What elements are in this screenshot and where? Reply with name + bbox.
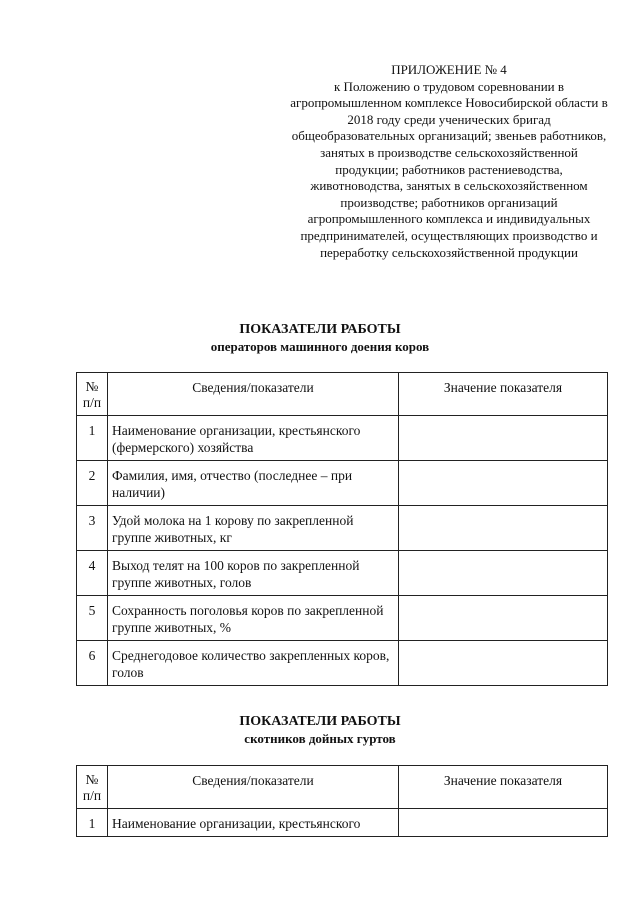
row-text: Фамилия, имя, отчество (последнее – при наличии) [108, 461, 399, 506]
section1-title: ПОКАЗАТЕЛИ РАБОТЫ [239, 322, 401, 337]
section2-title: ПОКАЗАТЕЛИ РАБОТЫ [239, 714, 401, 729]
appendix-text: к Положению о трудовом соревновании в агропромышленном комплексе Новосибирской области в 2018 году среди ученических бригад общеобразовательных организаций; звеньев работников, занятых в производстве сельскохозяйственной продукции; работников растениеводства, животноводства, занятых в сельскохозяйственном производстве; работников организаций агропромышленного комплекса и индивидуальных предпринимателей, осуществляющих производство и переработку сельскохозяйственной продукции [290, 78, 608, 260]
row-value-cell[interactable] [399, 416, 608, 461]
row-value-cell[interactable] [399, 461, 608, 506]
table-row [77, 641, 608, 686]
row-text: Наименование организации, крестьянского [108, 809, 399, 837]
row-num: 2 [77, 461, 108, 506]
appendix-title: ПРИЛОЖЕНИЕ № 4 [391, 62, 507, 77]
section1-subtitle: операторов машинного доения коров [210, 339, 430, 354]
row-value-cell[interactable] [399, 809, 608, 837]
row-text: Удой молока на 1 корову по закрепленной группе животных, кг [108, 506, 399, 551]
row-num: 1 [77, 809, 108, 837]
row-text: Выход телят на 100 коров по закрепленной группе животных, голов [108, 551, 399, 596]
header-num: № п/п [77, 766, 108, 809]
header-info: Сведения/показатели [108, 766, 399, 809]
row-value-cell[interactable] [399, 641, 608, 686]
row-text: Сохранность поголовья коров по закрепленной группе животных, % [108, 596, 399, 641]
row-num: 1 [77, 416, 108, 461]
row-value-cell[interactable] [399, 596, 608, 641]
table-row [77, 416, 608, 461]
row-value-cell[interactable] [399, 551, 608, 596]
table-row [77, 596, 608, 641]
section1-table [76, 372, 608, 686]
section1-heading [40, 321, 600, 355]
table-row [77, 551, 608, 596]
section2-heading [40, 713, 600, 747]
appendix-block [288, 62, 610, 261]
section2-subtitle: скотников дойных гуртов [244, 731, 396, 746]
row-num: 5 [77, 596, 108, 641]
table-header-row [77, 373, 608, 416]
row-value-cell[interactable] [399, 506, 608, 551]
table-row [77, 809, 608, 837]
row-num: 4 [77, 551, 108, 596]
table-row [77, 461, 608, 506]
table-row [77, 506, 608, 551]
row-num: 3 [77, 506, 108, 551]
row-num: 6 [77, 641, 108, 686]
row-text: Среднегодовое количество закрепленных коров, голов [108, 641, 399, 686]
table-header-row [77, 766, 608, 809]
row-text: Наименование организации, крестьянского (фермерского) хозяйства [108, 416, 399, 461]
header-value: Значение показателя [399, 373, 608, 416]
header-info: Сведения/показатели [108, 373, 399, 416]
header-value: Значение показателя [399, 766, 608, 809]
section2-table [76, 765, 608, 837]
header-num: № п/п [77, 373, 108, 416]
